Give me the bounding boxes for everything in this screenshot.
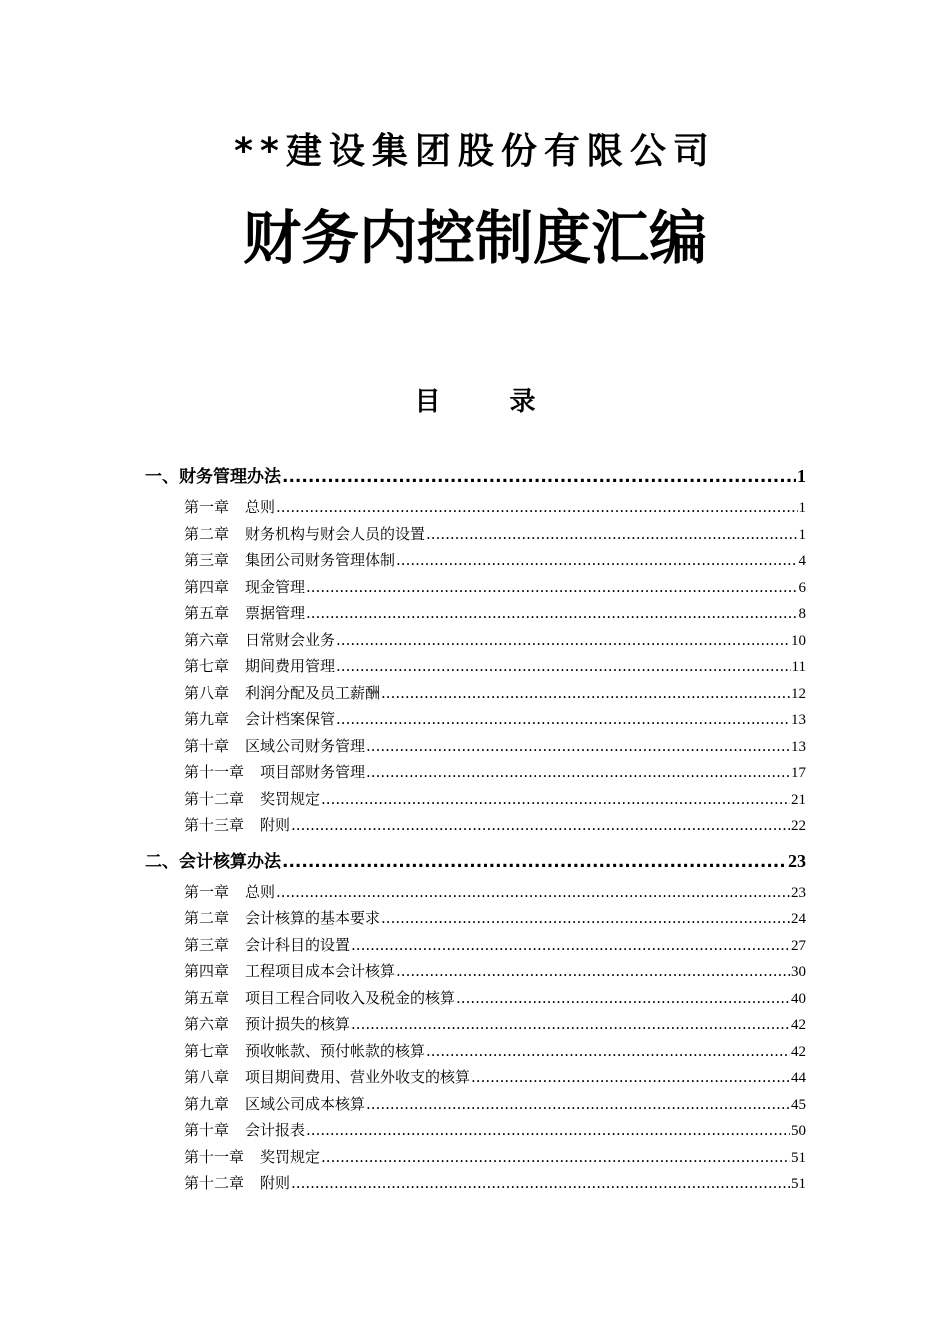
chapter-title: 区域公司成本核算	[245, 1094, 366, 1113]
dot-leader	[396, 547, 797, 574]
dot-leader	[306, 1117, 790, 1144]
toc-entry[interactable]	[184, 786, 806, 813]
chapter-number: 第九章	[184, 1094, 230, 1113]
dot-leader	[282, 463, 796, 491]
page-number: 13	[791, 738, 806, 755]
dot-leader	[306, 600, 797, 627]
chapter-title: 项目工程合同收入及税金的核算	[245, 988, 456, 1007]
page-number: 23	[791, 884, 806, 901]
chapter-title: 集团公司财务管理体制	[245, 551, 396, 569]
dot-leader	[291, 1170, 790, 1197]
dot-leader	[366, 1091, 790, 1118]
toc-entry[interactable]	[184, 547, 806, 574]
chapter-title: 区域公司财务管理	[245, 736, 366, 755]
chapter-title: 会计报表	[245, 1121, 306, 1139]
chapter-number: 第七章	[184, 657, 230, 675]
dot-leader	[276, 494, 797, 521]
toc-entry[interactable]	[184, 706, 806, 733]
toc-entry[interactable]	[184, 879, 806, 906]
page-number: 1	[798, 500, 806, 516]
page-number: 44	[791, 1070, 806, 1086]
toc-entry[interactable]	[184, 932, 806, 959]
chapter-number: 第八章	[184, 683, 230, 702]
dot-leader	[282, 848, 787, 876]
chapter-title: 项目部财务管理	[260, 763, 366, 781]
chapter-number: 第四章	[184, 962, 230, 980]
page-number: 21	[791, 791, 806, 808]
dot-leader	[351, 932, 790, 959]
toc-section-1-items	[145, 494, 806, 839]
page-number: 11	[791, 659, 806, 675]
toc-entry[interactable]	[184, 1011, 806, 1038]
dot-leader	[351, 1011, 790, 1038]
toc-section-2-items	[145, 879, 806, 1197]
toc-entry[interactable]	[184, 1038, 806, 1065]
page-number: 27	[791, 937, 806, 954]
dot-leader	[366, 733, 790, 760]
chapter-title: 总则	[245, 882, 276, 901]
chapter-number: 第十二章	[184, 1174, 245, 1192]
chapter-number: 第九章	[184, 710, 230, 728]
table-of-contents	[145, 462, 806, 1197]
chapter-number: 第六章	[184, 1015, 230, 1033]
page-number: 6	[798, 579, 806, 596]
dot-leader	[291, 812, 790, 839]
toc-section-1[interactable]	[145, 462, 806, 490]
chapter-number: 第十一章	[184, 1147, 245, 1166]
chapter-title: 预计损失的核算	[245, 1015, 351, 1033]
dot-leader	[321, 786, 790, 813]
dot-leader	[396, 958, 790, 985]
page-number: 24	[791, 911, 806, 927]
chapter-title: 会计档案保管	[245, 710, 336, 728]
dot-leader	[336, 627, 790, 654]
toc-entry[interactable]	[184, 812, 806, 839]
page-number: 10	[791, 632, 806, 649]
chapter-number: 第十一章	[184, 763, 245, 781]
toc-entry[interactable]	[184, 574, 806, 601]
page-number: 30	[791, 964, 806, 980]
toc-entry[interactable]	[184, 985, 806, 1012]
dot-leader	[336, 706, 790, 733]
dot-leader	[306, 574, 797, 601]
toc-entry[interactable]	[184, 905, 806, 932]
page-number: 4	[798, 553, 806, 569]
page-number: 51	[791, 1149, 806, 1166]
toc-entry[interactable]	[184, 1064, 806, 1091]
toc-entry[interactable]	[184, 653, 806, 680]
page-number: 42	[791, 1017, 806, 1033]
chapter-title: 预收帐款、预付帐款的核算	[245, 1041, 426, 1060]
dot-leader	[321, 1144, 790, 1171]
toc-entry[interactable]	[184, 627, 806, 654]
chapter-title: 期间费用管理	[245, 657, 336, 675]
chapter-number: 第八章	[184, 1068, 230, 1086]
page-number: 17	[791, 765, 806, 781]
toc-entry[interactable]	[184, 733, 806, 760]
toc-entry[interactable]	[184, 1091, 806, 1118]
toc-entry[interactable]	[184, 600, 806, 627]
page-number: 1	[798, 526, 806, 543]
chapter-number: 第七章	[184, 1041, 230, 1060]
chapter-title: 利润分配及员工薪酬	[245, 683, 381, 702]
dot-leader	[381, 905, 790, 932]
chapter-number: 第一章	[184, 498, 230, 516]
dot-leader	[366, 759, 790, 786]
toc-section-label: 一、财务管理办法	[145, 467, 281, 487]
page-number: 13	[791, 712, 806, 728]
chapter-title: 会计核算的基本要求	[245, 909, 381, 927]
document-title: 财务内控制度汇编	[242, 204, 707, 272]
chapter-title: 现金管理	[245, 577, 306, 596]
chapter-title: 项目期间费用、营业外收支的核算	[245, 1068, 471, 1086]
chapter-number: 第十三章	[184, 816, 245, 834]
chapter-number: 第十章	[184, 1121, 230, 1139]
page-number: 12	[791, 685, 806, 702]
chapter-number: 第十二章	[184, 789, 245, 808]
page-number: 45	[791, 1096, 806, 1113]
chapter-title: 总则	[245, 498, 276, 516]
dot-leader	[456, 985, 790, 1012]
chapter-number: 第一章	[184, 882, 230, 901]
toc-entry[interactable]	[184, 680, 806, 707]
page-number: 40	[791, 990, 806, 1007]
toc-entry[interactable]	[184, 1117, 806, 1144]
chapter-number: 第三章	[184, 935, 230, 954]
chapter-number: 第五章	[184, 988, 230, 1007]
dot-leader	[426, 1038, 790, 1065]
chapter-number: 第十章	[184, 736, 230, 755]
chapter-number: 第四章	[184, 577, 230, 596]
chapter-number: 第五章	[184, 604, 230, 622]
chapter-title: 票据管理	[245, 604, 306, 622]
chapter-number: 第三章	[184, 551, 230, 569]
dot-leader	[276, 879, 790, 906]
toc-entry[interactable]	[184, 1170, 806, 1197]
chapter-number: 第二章	[184, 524, 230, 543]
toc-entry[interactable]	[184, 521, 806, 548]
page-number: 8	[798, 606, 806, 622]
chapter-number: 第二章	[184, 909, 230, 927]
chapter-title: 财务机构与财会人员的设置	[245, 524, 426, 543]
chapter-title: 会计科目的设置	[245, 935, 351, 954]
dot-leader	[336, 653, 791, 680]
toc-entry[interactable]	[184, 494, 806, 521]
chapter-title: 奖罚规定	[260, 1147, 321, 1166]
dot-leader	[471, 1064, 790, 1091]
toc-section-page: 1	[797, 466, 806, 486]
chapter-title: 奖罚规定	[260, 789, 321, 808]
toc-entry[interactable]	[184, 1144, 806, 1171]
toc-section-2[interactable]	[145, 847, 806, 875]
toc-entry[interactable]	[184, 958, 806, 985]
chapter-title: 附则	[260, 816, 291, 834]
page-number: 50	[791, 1123, 806, 1139]
chapter-number: 第六章	[184, 630, 230, 649]
toc-heading: 目 录	[414, 387, 566, 417]
page-number: 51	[791, 1176, 806, 1192]
page-number: 42	[791, 1043, 806, 1060]
dot-leader	[381, 680, 790, 707]
chapter-title: 附则	[260, 1174, 291, 1192]
chapter-title: 日常财会业务	[245, 630, 336, 649]
toc-section-label: 二、会计核算办法	[145, 851, 281, 872]
toc-section-page: 23	[788, 850, 806, 871]
toc-entry[interactable]	[184, 759, 806, 786]
chapter-title: 工程项目成本会计核算	[245, 962, 396, 980]
page-number: 22	[791, 818, 806, 834]
company-name: **建设集团股份有限公司	[234, 131, 716, 172]
dot-leader	[426, 521, 797, 548]
